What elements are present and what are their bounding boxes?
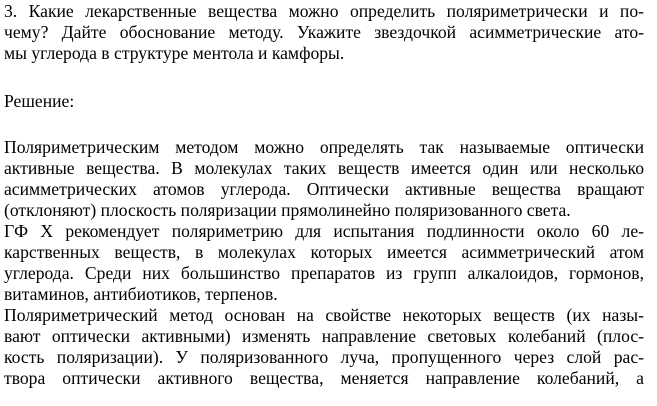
question-line-1: 3. Какие лекарственные вещества можно определить поляриметрически и по- bbox=[4, 1, 644, 21]
body-line-2: активные вещества. В молекулах таких веществ имеется один или несколько bbox=[4, 158, 644, 178]
body-line-4: (отклоняют) плоскость поляризации прямолинейно поляризованного света. bbox=[4, 200, 571, 220]
body-line-12: твора оптически активного вещества, меняется направление колебаний, а bbox=[4, 368, 644, 388]
body-line-6: карственных веществ, в молекулах которых имеется асимметрический атом bbox=[4, 242, 644, 262]
body-line-8: витаминов, антибиотиков, терпенов. bbox=[4, 284, 278, 304]
body-line-5: ГФ X рекомендует поляриметрию для испытания подлинности около 60 ле- bbox=[4, 221, 644, 241]
body-line-11: кость поляризации). У поляризованного луча, пропущенного через слой рас- bbox=[4, 347, 644, 367]
question-line-2: чему? Дайте обоснование методу. Укажите звездочкой асимметрические ато- bbox=[4, 22, 644, 42]
body-line-9: Поляриметрический метод основан на свойстве некоторых веществ (их назы- bbox=[4, 305, 644, 325]
question-line-3: мы углерода в структуре ментола и камфоры. bbox=[4, 43, 345, 63]
solution-heading: Решение: bbox=[4, 91, 75, 111]
body-line-7: углерода. Среди них большинство препаратов из групп алкалоидов, гормонов, bbox=[4, 263, 644, 283]
body-line-10: вают оптически активными) изменять направление световых колебаний (плос- bbox=[4, 326, 644, 346]
body-line-1: Поляриметрическим методом можно определять так называемые оптически bbox=[4, 137, 644, 157]
body-line-3: асимметрических атомов углерода. Оптически активные вещества вращают bbox=[4, 179, 644, 199]
